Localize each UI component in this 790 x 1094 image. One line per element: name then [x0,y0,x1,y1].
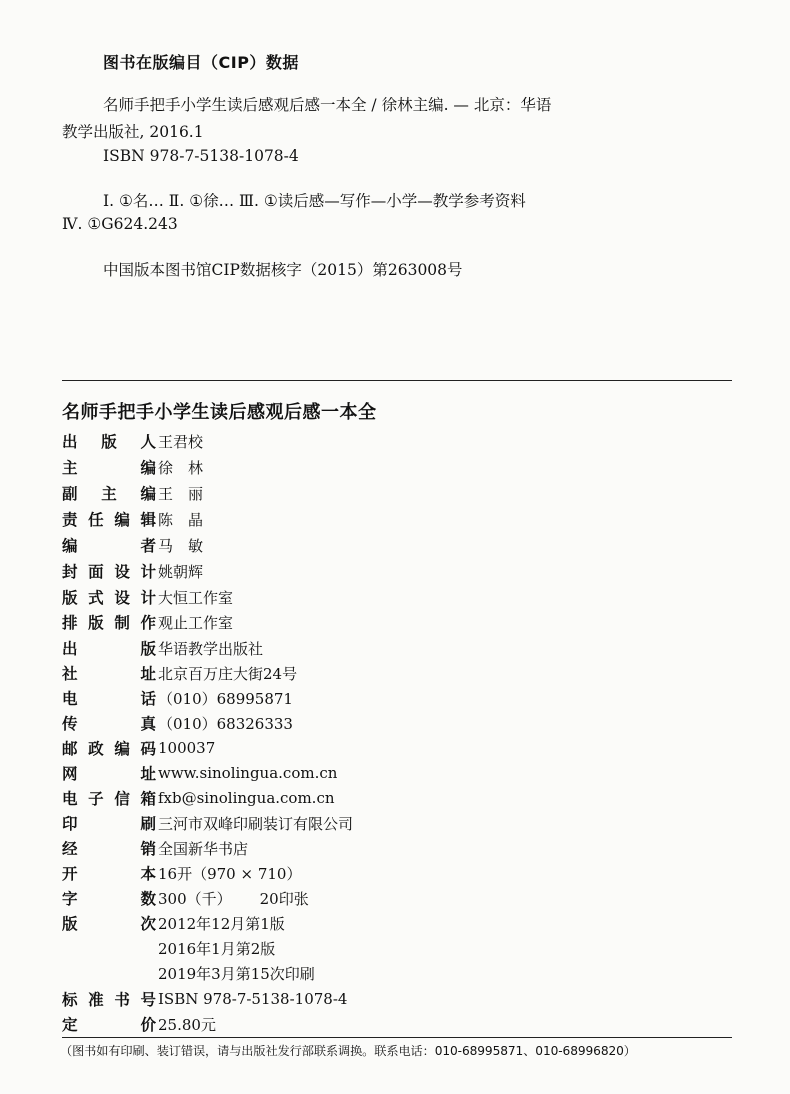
info-label: 出版人 [62,433,156,451]
info-value: （010）68326333 [158,714,293,733]
info-row-website [62,761,337,785]
info-label: 主编 [62,459,156,477]
info-row-printing [62,961,315,985]
info-row-address [62,661,297,685]
info-value: 王君校 [158,432,204,451]
info-row-printer [62,811,353,835]
info-label: 定价 [62,1016,156,1034]
info-row-email [62,786,335,810]
info-label: 印刷 [62,815,156,833]
info-row-edition [62,911,285,935]
info-value: 马 敏 [158,536,204,555]
info-row-word-count [62,886,309,910]
footer-note: （图书如有印刷、装订错误，请与出版社发行部联系调换。联系电话：010-68995871、010-68996820） [60,1044,636,1058]
cip-line-isbn: ISBN 978-7-5138-1078-4 [103,147,299,165]
info-value: 2012年12月第1版 [158,914,285,933]
bottom-divider [62,1037,732,1038]
info-value: 全国新华书店 [158,839,249,858]
info-label: 传真 [62,715,156,733]
info-row-layout-design [62,585,233,609]
info-value: 北京百万庄大街24号 [158,664,298,683]
info-value: 徐 林 [158,458,204,477]
info-value: ISBN 978-7-5138-1078-4 [158,990,348,1008]
info-label: 开本 [62,865,156,883]
cip-line-classification: Ⅳ. ①G624.243 [62,215,178,233]
info-value: 25.80元 [158,1015,216,1034]
info-label: 社址 [62,665,156,683]
info-label: 排版制作 [62,614,156,632]
cip-line-record-number: 中国版本图书馆CIP数据核字（2015）第263008号 [103,261,463,279]
info-row-deputy-editor [62,481,203,505]
info-row-format [62,861,301,885]
cip-line-publisher: 教学出版社, 2016.1 [62,123,204,141]
info-row-chief-editor [62,455,203,479]
info-value: fxb@sinolingua.com.cn [158,789,335,807]
cip-line-bibliographic: 名师手把手小学生读后感观后感一本全 / 徐林主编. — 北京：华语 [103,96,552,114]
info-row-compiler [62,533,203,557]
info-row-price [62,1012,216,1036]
info-label: 标准书号 [62,991,156,1009]
info-value: 姚朝辉 [158,562,204,581]
info-value: 16开（970 × 710） [158,864,302,883]
info-value: 100037 [158,739,216,757]
info-label: 网址 [62,765,156,783]
info-label: 电子信箱 [62,790,156,808]
info-label: 邮政编码 [62,740,156,758]
info-row-cover-design [62,559,203,583]
info-label: 出版 [62,640,156,658]
info-row-postal-code [62,736,215,760]
info-label: 电话 [62,690,156,708]
cip-line-subjects: Ⅰ. ①名… Ⅱ. ①徐… Ⅲ. ①读后感—写作—小学—教学参考资料 [103,192,526,210]
top-divider [62,380,732,381]
info-label: 版次 [62,915,156,933]
info-value: 王 丽 [158,484,204,503]
info-row-responsible-editor [62,507,203,531]
info-value: （010）68995871 [158,689,293,708]
info-row-publisher [62,636,263,660]
info-label: 经销 [62,840,156,858]
info-value: 2019年3月第15次印刷 [158,964,315,983]
info-label: 版式设计 [62,589,156,607]
info-value: 三河市双峰印刷装订有限公司 [158,814,354,833]
info-value: 2016年1月第2版 [158,939,276,958]
info-value: 大恒工作室 [158,588,234,607]
info-row-fax [62,711,293,735]
info-value: 观止工作室 [158,613,234,632]
info-row-distributor [62,836,248,860]
info-label: 封面设计 [62,563,156,581]
info-label: 副主编 [62,485,156,503]
info-row-publisher-person [62,429,203,453]
info-label: 字数 [62,890,156,908]
info-row-phone [62,686,293,710]
book-title: 名师手把手小学生读后感观后感一本全 [62,402,377,423]
info-value: 300（千） [158,889,232,908]
info-value: 陈 晶 [158,510,204,529]
info-label: 责任编辑 [62,511,156,529]
info-value: 华语教学出版社 [158,639,264,658]
info-row-isbn [62,987,347,1011]
info-row-edition-2 [62,936,275,960]
info-value-sheets: 20印张 [259,889,309,908]
info-value: www.sinolingua.com.cn [158,764,338,782]
info-label: 编者 [62,537,156,555]
info-row-typesetting [62,610,233,634]
cip-title: 图书在版编目（CIP）数据 [103,53,299,72]
